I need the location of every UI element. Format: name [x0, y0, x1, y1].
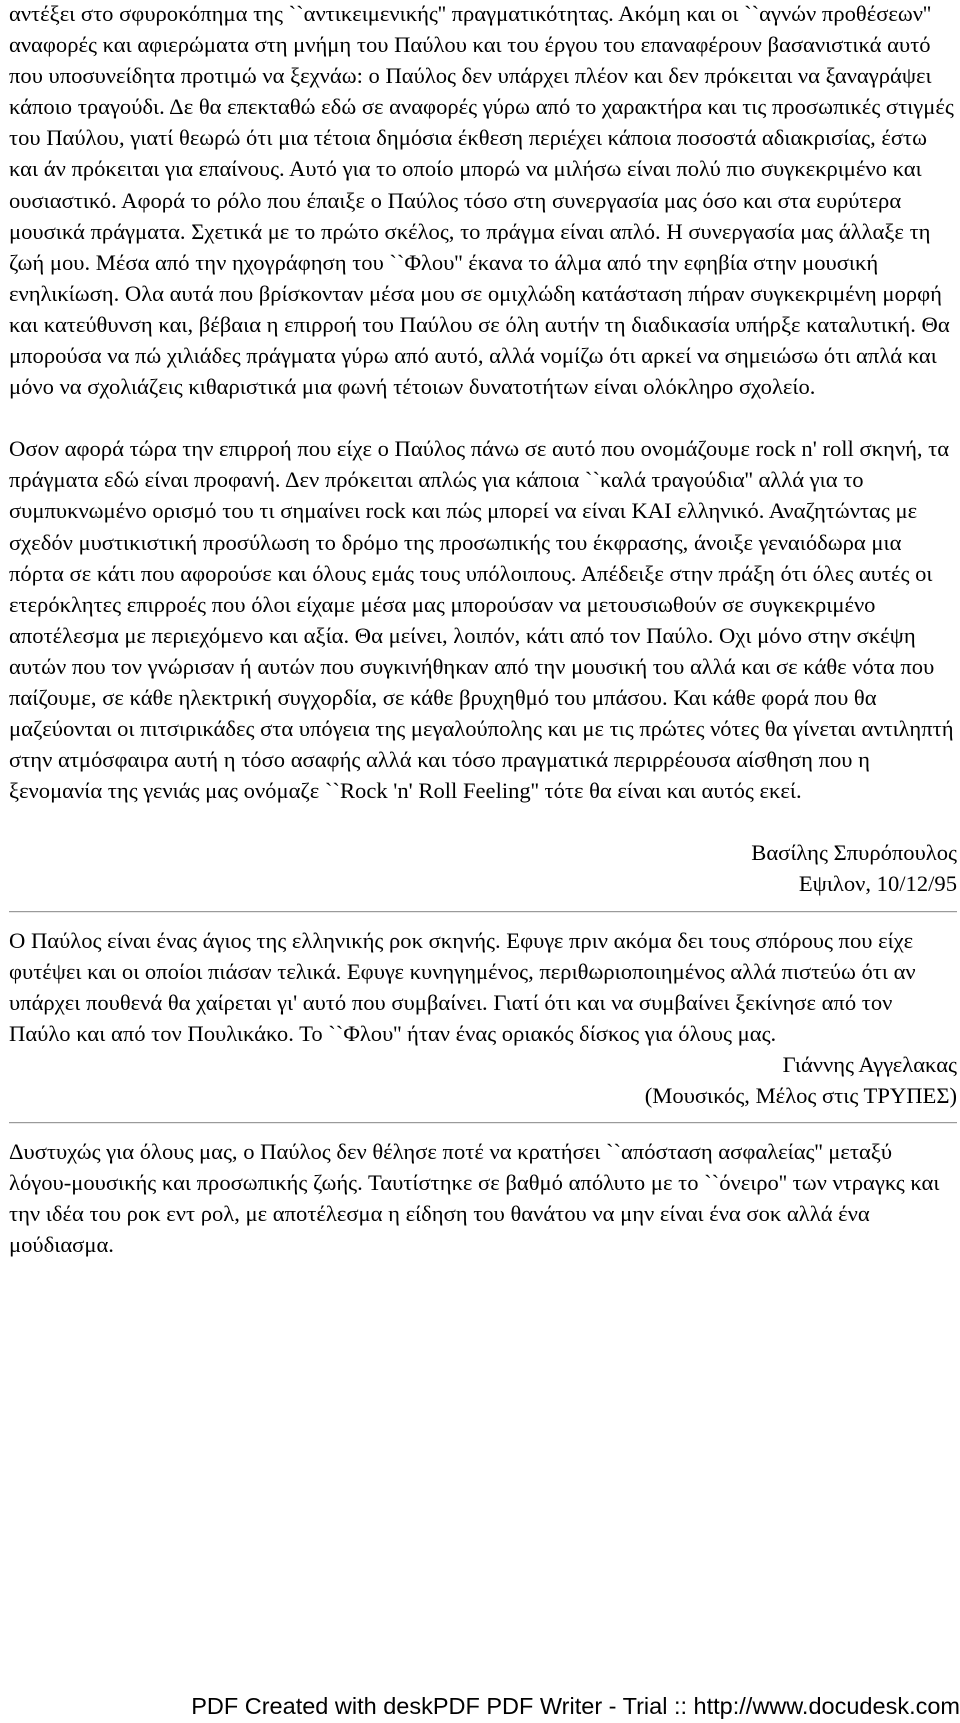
article-paragraph-1: αντέξει στο σφυροκόπημα της ``αντικειμενικής'' πραγματικότητας. Ακόμη και οι ``αγνών προθέσεων'' αναφορές και αφιερώματα στη μνήμη του Παύλου και του έργου του επαναφέρουν βασανιστικά αυτό που υποσυνείδητα προτιμώ να ξεχνάω: ο Παύλος δεν υπάρχει πλέον και δεν πρόκειται να ξαναγράψει κάποιο τραγούδι. Δε θα επεκταθώ εδώ σε αναφορές γύρω από το χαρακτήρα και τις προσωπικές στιγμές του Παύλου, γιατί θεωρώ ότι μια τέτοια δημόσια έκθεση περιέχει κάποια ποσοστά αδιακρισίας, έστω και άν πρόκειται για επαίνους. Αυτό για το οποίο μπορώ να μιλήσω είναι πολύ πιο συγκεκριμένο και ουσιαστικό. Αφορά το ρόλο που έπαιξε ο Παύλος τόσο στη συνεργασία μας όσο και στα ευρύτερα μουσικά πράγματα. Σχετικά με το πρώτο σκέλος, το πράγμα είναι απλό. Η συνεργασία μας άλλαξε τη ζωή μου. Μέσα από την ηχογράφηση του ``Φλου'' έκανα το άλμα από την εφηβία στην μουσική ενηλικίωση. Ολα αυτά που βρίσκονταν μέσα μου σε ομιχλώδη κατάσταση πήραν συγκεκριμένη μορφή και κατεύθυνση και, βέβαια η επιρροή του Παύλου σε όλη αυτήν τη διαδικασία υπήρξε καταλυτική. Θα μπορούσα να πώ χιλιάδες πράγματα γύρω από αυτό, αλλά νομίζω ότι αρκεί να σημειώσω ότι απλά και μόνο να σχολιάζεις κιθαριστικά μια φωνή τέτοιων δυνατοτήτων είναι ολόκληρο σχολείο.: [9, 1, 954, 400]
quote-1-text: Ο Παύλος είναι ένας άγιος της ελληνικής ροκ σκηνής. Εφυγε πριν ακόμα δει τους σπόρους που είχε φυτέψει και οι οποίοι πιάσαν τελικά. Εφυγε κυνηγημένος, περιθωριοποιημένος αλλά πιστεύω ότι αν υπάρχει πουθενά θα χαίρεται γι' αυτό που συμβαίνει. Γιατί ότι και να συμβαίνει ξεκίνησε από τον Παύλο και από τον Πουλικάκο. Το ``Φλου'' ήταν ένας οριακός δίσκος για όλους μας.: [9, 927, 916, 1046]
quote-2-text: Δυστυχώς για όλους μας, ο Παύλος δεν θέλησε ποτέ να κρατήσει ``απόσταση ασφαλείας'' μεταξύ λόγου-μουσικής και προσωπικής ζωής. Ταυτίστηκε σε βαθμό απόλυτο με το ``όνειρο'' των ντραγκς και την ιδέα του ροκ εντ ρολ, με αποτέλεσμα η είδηση του θανάτου να μην είναι ένα σοκ αλλά ένα μούδιασμα.: [9, 1139, 940, 1258]
paragraph-spacer: [9, 806, 957, 837]
signature-name: Βασίλης Σπυρόπουλος: [751, 840, 957, 866]
quote-1-role: (Μουσικός, Μέλος στις ΤΡΥΠΕΣ): [644, 1083, 957, 1108]
section-divider: [9, 1122, 957, 1124]
article-paragraph-2: Οσον αφορά τώρα την επιρροή που είχε ο Παύλος πάνω σε αυτό που ονομάζουμε rock n' roll σκηνή, τα πράγματα εδώ είναι προφανή. Δεν πρόκειται απλώς για κάποια ``καλά τραγούδια'' αλλά για το συμπυκνωμένο ορισμό του τι σημαίνει rock και πώς μπορεί να είναι ΚΑΙ ελληνικό. Αναζητώντας με σχεδόν μυστικιστική προσύλωση το δρόμο της προσωπικής του έκφρασης, άνοιξε γεναιόδωρα μια πόρτα σε κάτι που αφορούσε και όλους εμάς τους υπόλοιπους. Απέδειξε στην πράξη ότι όλες αυτές οι ετερόκλητες επιρροές που όλοι είχαμε μέσα μας μπορούσαν να μετουσιωθούν σε συγκεκριμένο αποτέλεσμα με περιεχόμενο και αξία. Θα μείνει, λοιπόν, κάτι από τον Παύλο. Οχι μόνο στην σκέψη αυτών που τον γνώρισαν ή αυτών που συγκινήθηκαν από την μουσική του αλλά και σε κάθε νότα που παίζουμε, σε κάθε ηλεκτρική συγχορδία, σε κάθε βρυχηθμό του μπάσου. Και κάθε φορά που θα μαζεύονται οι πιτσιρικάδες στα υπόγεια της μεγαλούπολης και με τις πρώτες νότες θα γίνεται αντιληπτή στην ατμόσφαιρα αυτή η τόσο ασαφής αλλά και τόσο πραγματικά περιρρέουσα αίσθηση που η ξενομανία της γενιάς μας ονόμαζε ``Rock 'n' Roll Feeling'' τότε θα είναι και αυτός εκεί.: [9, 436, 954, 804]
paragraph-spacer: [9, 402, 957, 433]
document-page: [9, 0, 957, 1260]
signature-source: Εψιλον, 10/12/95: [798, 871, 957, 897]
section-divider: [9, 911, 957, 913]
quote-1-author: Γιάννης Αγγελακας: [782, 1051, 957, 1077]
pdf-watermark-footer: PDF Created with deskPDF PDF Writer - Trial :: http://www.docudesk.com: [191, 1693, 960, 1719]
